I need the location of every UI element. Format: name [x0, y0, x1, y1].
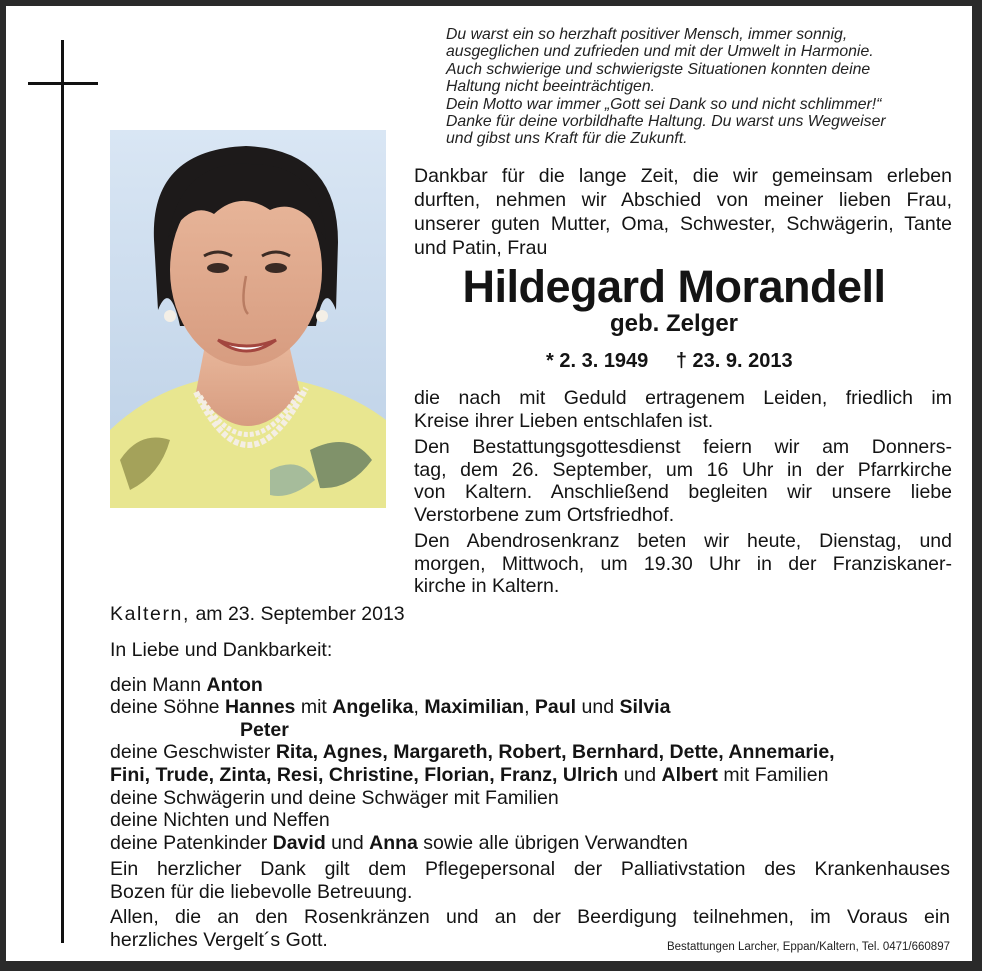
relation-label: deine Patenkinder — [110, 831, 268, 854]
notice-date: am 23. September 2013 — [195, 603, 405, 625]
family-list — [110, 639, 956, 854]
nieces-row: deine Nichten und Neffen — [110, 809, 330, 832]
text-line: von Kaltern. Anschließend begleiten wir unsere liebe — [414, 481, 952, 504]
quote-line: Du warst ein so herzhaft positiver Mensch, immer sonnig, — [446, 26, 848, 43]
text-line: kirche in Kaltern. — [414, 575, 560, 598]
sons-row-continued — [110, 719, 956, 742]
place-name: Kaltern, — [110, 603, 191, 625]
birth-date: * 2. 3. 1949 — [546, 350, 649, 372]
text-line: Kreise ihrer Lieben entschlafen ist. — [414, 409, 714, 432]
funeral-paragraph — [414, 436, 952, 526]
deceased-name: Hildegard Morandell — [462, 261, 886, 312]
quote-line: und gibst uns Kraft für die Zukunft. — [446, 130, 688, 148]
text-line: Allen, die an den Rosenkränzen und an der Beerdigung teilnehmen, im Voraus ein — [110, 906, 950, 928]
portrait-photo — [110, 130, 386, 508]
quote-line: Danke für deine vorbildhafte Haltung. Du warst uns Wegweiser — [446, 113, 886, 131]
memorial-quote — [446, 26, 956, 148]
maiden-name: geb. Zelger — [609, 310, 739, 337]
relative-name: Anna — [369, 831, 418, 854]
life-dates — [546, 348, 846, 374]
obituary-notice — [6, 6, 972, 961]
thanks-hospital — [110, 858, 950, 903]
relation-suffix: sowie alle übrigen Verwandten — [423, 831, 688, 854]
connector-word: und — [331, 831, 364, 854]
text-line: Den Bestattungsgottesdienst feiern wir am Donners- — [414, 436, 952, 458]
relation-label: deine Söhne — [110, 696, 220, 719]
text-line: Den Abendrosenkranz beten wir heute, Dienstag, und — [414, 530, 952, 552]
death-date: † 23. 9. 2013 — [675, 350, 793, 372]
connector-word: mit — [300, 696, 327, 719]
text-line: morgen, Mittwoch, um 19.30 Uhr in der Franziskaner- — [414, 552, 952, 575]
portrait-illustration — [110, 130, 386, 508]
relation-suffix: mit Familien — [723, 763, 829, 786]
relative-name: Angelika — [332, 696, 414, 719]
connector-word: und — [581, 696, 615, 719]
text-line: Ein herzlicher Dank gilt dem Pflegepersonal der Palliativstation des Krankenhauses — [110, 858, 950, 880]
quote-line: ausgeglichen und zufrieden und mit der Umwelt in Harmonie. — [446, 43, 874, 61]
relative-name: Paul — [534, 696, 577, 719]
family-intro: In Liebe und Dankbarkeit: — [110, 639, 333, 661]
passing-paragraph — [414, 387, 952, 432]
relative-name: Peter — [240, 718, 289, 741]
relative-name: Hannes — [224, 696, 296, 719]
relation-label: deine Geschwister — [110, 741, 271, 764]
funeral-home-credit: Bestattungen Larcher, Eppan/Kaltern, Tel. 0471/660897 — [666, 941, 950, 953]
cross-vertical-bar — [61, 40, 64, 943]
siblings-row-continued — [110, 764, 956, 787]
cross-horizontal-bar — [28, 82, 98, 85]
siblings-row — [110, 741, 956, 764]
inlaws-row: deine Schwägerin und deine Schwäger mit Familien — [110, 786, 559, 809]
relative-name: Silvia — [619, 696, 671, 719]
text-line: herzliches Vergelt´s Gott. — [110, 928, 328, 951]
quote-line: Auch schwierige und schwierigste Situationen konnten deine — [446, 60, 871, 78]
relative-name: Anton — [206, 673, 263, 696]
intro-text: Dankbar für die lange Zeit, die wir gemeinsam erleben durften, nehmen wir Abschied von meiner lieben Frau, unserer guten Mutter, Oma, Schwester, Schwägerin, Tante und Patin, Frau — [414, 165, 952, 259]
relative-name: Albert — [661, 763, 718, 786]
husband-row — [110, 674, 956, 697]
relative-name: David — [272, 831, 326, 854]
sons-row: deine Söhne Hannes mit Angelika, Maximilian, Paul und Silvia — [110, 696, 671, 719]
godchildren-row — [110, 832, 956, 855]
relative-names: Fini, Trude, Zinta, Resi, Christine, Florian, Franz, Ulrich — [110, 763, 619, 786]
text-line: Bozen für die liebevolle Betreuung. — [110, 880, 413, 903]
relation-label: dein Mann — [110, 673, 202, 696]
connector-word: und — [623, 763, 657, 786]
rosary-paragraph — [414, 530, 952, 598]
text-line: Verstorbene zum Ortsfriedhof. — [414, 503, 675, 526]
relative-names: Rita, Agnes, Margareth, Robert, Bernhard, Dette, Annemarie, — [275, 741, 835, 764]
quote-line: Haltung nicht beeinträchtigen. — [446, 78, 656, 96]
relative-name: Maximilian — [424, 696, 525, 719]
text-line: die nach mit Geduld ertragenem Leiden, friedlich im — [414, 387, 952, 409]
place-and-date — [110, 602, 405, 626]
quote-line: Dein Motto war immer „Gott sei Dank so und nicht schlimmer!“ — [446, 95, 882, 113]
text-line: tag, dem 26. September, um 16 Uhr in der Pfarrkirche — [414, 458, 952, 481]
